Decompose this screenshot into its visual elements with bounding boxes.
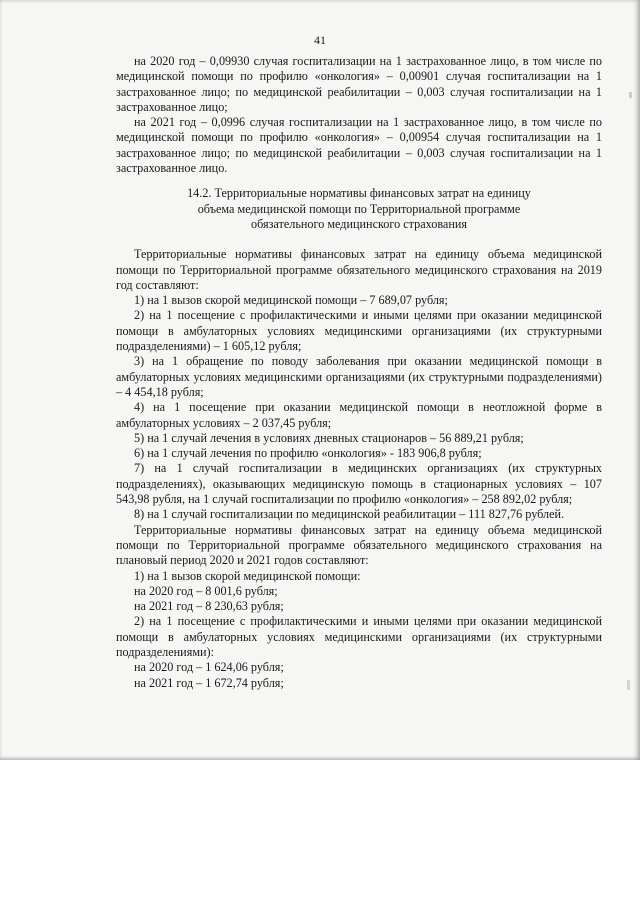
section-heading-line: обязательного медицинского страхования <box>251 216 467 231</box>
list-item: 6) на 1 случай лечения по профилю «онкология» - 183 906,8 рубля; <box>134 446 482 461</box>
paragraph: Территориальные нормативы финансовых затрат на единицу объема медицинской помощи по Территориальной программе обязательного медицинского страхования на плановый период 2020 и 2021 годов составляют: <box>116 522 602 568</box>
list-item: 3) на 1 обращение по поводу заболевания при оказании медицинской помощи в амбулаторных условиях медицинскими организациями (их структурными подразделениями) – 4 454,18 рубля; <box>116 354 602 399</box>
list-item: 7) на 1 случай госпитализации в медицинских организациях (их структурных подразделениях), оказывающих медицинскую помощь в стационарных условиях – 107 543,98 рубля, на 1 случай госпитализации по профилю «онкология» – 258 892,02 рубля; <box>116 461 602 507</box>
list-item: 2) на 1 посещение с профилактическими и иными целями при оказании медицинской помощи в амбулаторных условиях медицинскими организациями (их структурными подразделениями) – 1 605,12 рубля; <box>116 308 602 354</box>
list-item: на 2021 год – 8 230,63 рубля; <box>134 599 284 614</box>
section-heading-line: объема медицинской помощи по Территориальной программе <box>197 201 521 216</box>
list-item: на 2020 год – 8 001,6 рубля; <box>134 583 278 598</box>
list-item: на 2020 год – 1 624,06 рубля; <box>134 660 284 675</box>
scan-artifact <box>627 680 630 690</box>
paragraph: Территориальные нормативы финансовых затрат на единицу объема медицинской помощи по Территориальной программе обязательного медицинского страхования на 2019 год составляют: <box>116 247 602 292</box>
scan-artifact <box>629 92 632 98</box>
page-content <box>116 54 602 691</box>
section-heading-line: 14.2. Территориальные нормативы финансовых затрат на единицу <box>187 186 531 201</box>
list-item: 4) на 1 посещение при оказании медицинской помощи в неотложной форме в амбулаторных условиях – 2 037,45 рубля; <box>116 400 602 430</box>
list-item: 2) на 1 посещение с профилактическими и иными целями при оказании медицинской помощи в амбулаторных условиях медицинскими организациями (их структурными подразделениями): <box>116 614 602 659</box>
list-item: 8) на 1 случай госпитализации по медицинской реабилитации – 111 827,76 рублей. <box>134 507 565 522</box>
page-number: 41 <box>314 33 326 47</box>
list-item: 1) на 1 вызов скорой медицинской помощи – 7 689,07 рубля; <box>134 293 448 308</box>
list-item: 5) на 1 случай лечения в условиях дневных стационаров – 56 889,21 рубля; <box>134 430 524 445</box>
paragraph: на 2021 год – 0,0996 случая госпитализации на 1 застрахованное лицо, в том числе по медицинской помощи по профилю «онкология» – 0,00954 случая госпитализации на 1 застрахованное лицо; по медицинской реабилитации – 0,003 случая госпитализации на 1 застрахованное лицо. <box>116 115 602 176</box>
list-item: на 2021 год – 1 672,74 рубля; <box>134 675 284 690</box>
list-item: 1) на 1 вызов скорой медицинской помощи: <box>134 568 361 583</box>
section-heading <box>116 186 602 232</box>
paragraph: на 2020 год – 0,09930 случая госпитализации на 1 застрахованное лицо, в том числе по медицинской помощи по профилю «онкология» – 0,00901 случая госпитализации на 1 застрахованное лицо; по медицинской реабилитации – 0,003 случая госпитализации на 1 застрахованное лицо; <box>116 54 602 114</box>
